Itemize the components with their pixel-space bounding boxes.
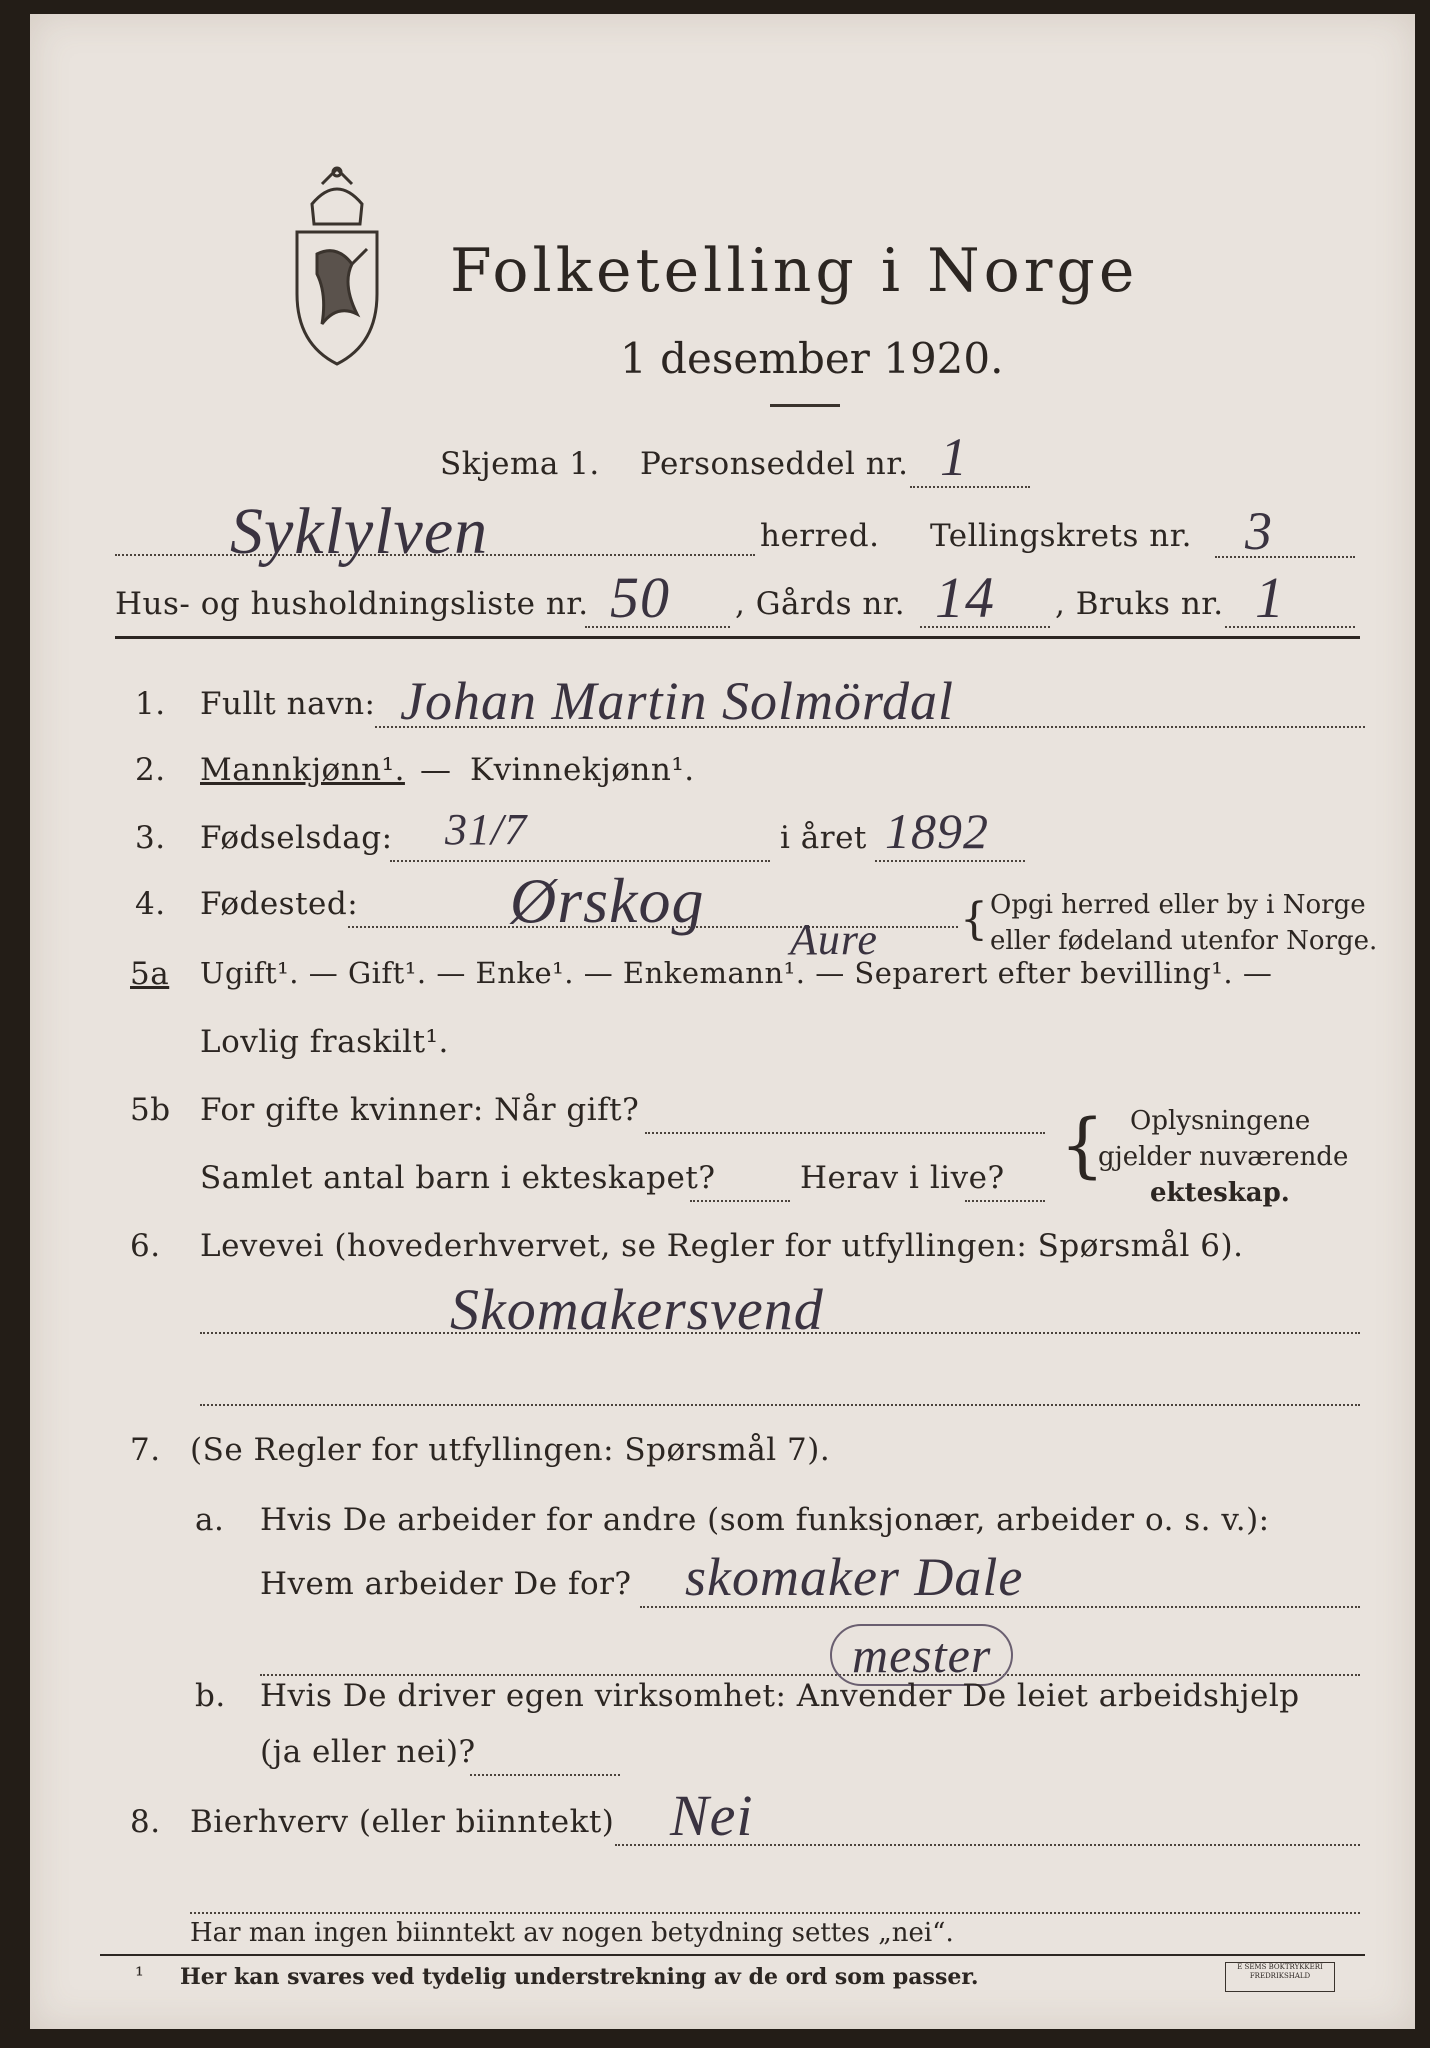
q7-label: (Se Regler for utfyllingen: Spørsmål 7). — [190, 1432, 831, 1468]
q5b-line1: For gifte kvinner: Når gift? — [200, 1092, 640, 1128]
q4-answer: Ørskog — [510, 865, 705, 936]
footnote-text: Her kan svares ved tydelig understrekning av de ord som passer. — [180, 1964, 979, 1990]
herred-value: Syklylven — [230, 495, 489, 568]
q1-answer: Johan Martin Solmördal — [400, 671, 954, 731]
q3-date-line — [390, 860, 770, 862]
q8-number: 8. — [130, 1804, 161, 1840]
footer-rule — [100, 1954, 1365, 1956]
q3-year: 1892 — [885, 803, 989, 859]
header-rule — [115, 636, 1360, 639]
q3-year-label: i året — [780, 820, 867, 856]
q6-label: Levevei (hovederhvervet, se Regler for utfyllingen: Spørsmål 6). — [200, 1228, 1244, 1264]
q8-answer: Nei — [670, 1783, 754, 1848]
personseddel-label: Personseddel nr. — [640, 446, 909, 482]
q3-number: 3. — [135, 820, 166, 856]
q5b-note-line1: Oplysningene — [1130, 1106, 1311, 1136]
q4-note-line2: eller fødeland utenfor Norge. — [990, 926, 1378, 956]
q6-answer: Skomakersvend — [450, 1277, 824, 1342]
q5b-note-line3: ekteskap. — [1150, 1178, 1290, 1208]
q5a-line1: Ugift¹. — Gift¹. — Enke¹. — Enkemann¹. — Separert efter bevilling¹. — — [200, 956, 1273, 990]
footnote-mark: ¹ — [135, 1964, 144, 1989]
herred-label: herred. — [760, 518, 880, 554]
q5b-note-line2: gjelder nuværende — [1098, 1142, 1349, 1172]
q7b-number: b. — [195, 1678, 226, 1714]
q4-number: 4. — [135, 886, 166, 922]
q5b-children-line — [690, 1200, 790, 1202]
personseddel-line — [910, 486, 1030, 488]
q7a-question: Hvem arbeider De for? — [260, 1566, 632, 1602]
q5a-line2: Lovlig fraskilt¹. — [200, 1024, 449, 1060]
q4-label: Fødested: — [200, 886, 359, 922]
q2-separator: — — [420, 752, 452, 788]
printer-stamp: E SEMS BOKTRYKKERI FREDRIKSHALD — [1225, 1962, 1335, 1992]
q1-number: 1. — [135, 686, 166, 722]
q4-extra: Aure — [790, 915, 878, 964]
hus-label: Hus- og husholdningsliste nr. — [115, 586, 589, 622]
q3-answer: 31/7 — [445, 805, 528, 854]
q7a-answer2: mester — [830, 1624, 1013, 1686]
q7a-text: Hvis De arbeider for andre (som funksjonær, arbeider o. s. v.): — [260, 1502, 1270, 1538]
title-divider — [770, 404, 840, 407]
skjema-label: Skjema 1. — [440, 446, 600, 482]
q2-number: 2. — [135, 752, 166, 788]
q5b-line2a: Samlet antal barn i ekteskapet? — [200, 1160, 716, 1196]
q3-year-line — [875, 860, 1025, 862]
tellingskrets-line — [1215, 556, 1355, 558]
q4-note-brace: { — [960, 894, 988, 945]
q7b-line — [470, 1774, 620, 1776]
bruks-value: 1 — [1255, 565, 1285, 630]
q7-number: 7. — [130, 1432, 161, 1468]
q1-label: Fullt navn: — [200, 686, 376, 722]
gards-value: 14 — [935, 565, 995, 630]
q8-line2 — [190, 1912, 1360, 1914]
q6-number: 6. — [130, 1228, 161, 1264]
tellingskrets-value: 3 — [1245, 501, 1273, 561]
q2-male: Mannkjønn¹. — [200, 752, 405, 788]
q2-female: Kvinnekjønn¹. — [470, 752, 695, 788]
q3-label: Fødselsdag: — [200, 820, 393, 856]
q5b-alive-line — [965, 1200, 1045, 1202]
footer-note: Har man ingen biinntekt av nogen betydning settes „nei“. — [190, 1918, 954, 1948]
q7a-answer: skomaker Dale — [685, 1547, 1024, 1607]
coat-of-arms-icon — [282, 164, 392, 374]
q7b-question: (ja eller nei)? — [260, 1734, 476, 1770]
q5b-line2b: Herav i live? — [800, 1160, 1005, 1196]
q8-label: Bierhverv (eller biinntekt) — [190, 1804, 615, 1840]
q5b-note-brace: { — [1060, 1104, 1105, 1186]
q6-line2 — [200, 1404, 1360, 1406]
q7a-line2 — [260, 1674, 1360, 1676]
q5b-married-line — [645, 1132, 1045, 1134]
personseddel-value: 1 — [940, 427, 968, 487]
q7b-text: Hvis De driver egen virksomhet: Anvender De leiet arbeidshjelp — [260, 1678, 1300, 1714]
bruks-line — [1225, 626, 1355, 628]
q5a-number: 5a — [130, 956, 170, 992]
hus-value: 50 — [610, 565, 670, 630]
q4-note-line1: Opgi herred eller by i Norge — [990, 890, 1366, 920]
q5b-number: 5b — [130, 1092, 171, 1128]
q7a-number: a. — [195, 1502, 225, 1538]
census-form-page — [30, 14, 1415, 2029]
form-title: Folketelling i Norge — [450, 236, 1139, 306]
form-date: 1 desember 1920. — [620, 334, 1004, 383]
bruks-label: , Bruks nr. — [1055, 586, 1224, 622]
gards-label: , Gårds nr. — [735, 586, 906, 622]
tellingskrets-label: Tellingskrets nr. — [930, 518, 1192, 554]
